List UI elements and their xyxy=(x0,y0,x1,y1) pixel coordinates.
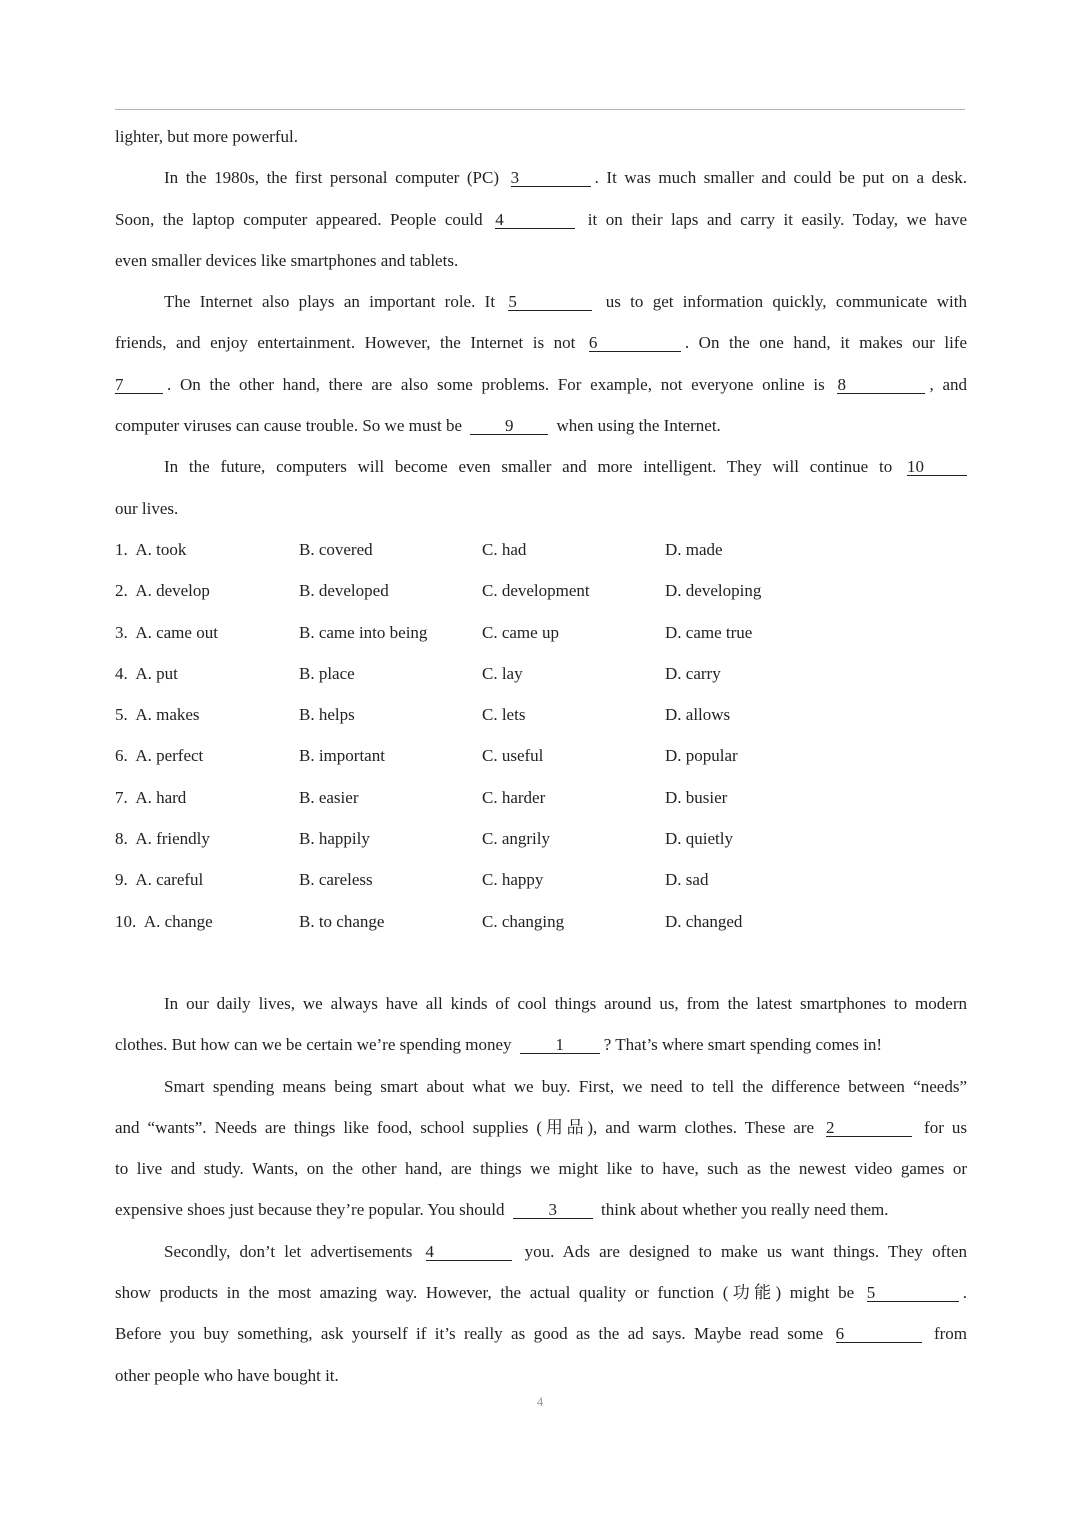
option-c: C. came up xyxy=(482,622,559,642)
answer-blank: 3 xyxy=(511,169,591,187)
passage-line: In the 1980s, the first personal computer (PC) 3 . It was much smaller and could be put on a desk. xyxy=(164,168,968,188)
option-row: 7. A. hard B. easier C. harder D. busier xyxy=(115,777,967,818)
passage-line: Soon, the laptop computer appeared. People could 4 it on their laps and carry it easily. Today, we have xyxy=(115,209,968,229)
passage-line: expensive shoes just because they’re popular. You should 3 think about whether you really need them. xyxy=(115,1200,889,1220)
options-list xyxy=(115,529,967,942)
option-c: C. harder xyxy=(482,787,546,807)
answer-blank: 6 xyxy=(836,1325,922,1343)
answer-blank: 3 xyxy=(513,1201,593,1219)
option-row: 3. A. came out B. came into being C. came up D. came true xyxy=(115,612,967,653)
option-a: A. perfect xyxy=(135,746,204,766)
option-b: B. helps xyxy=(299,705,355,725)
option-a: A. hard xyxy=(135,787,187,807)
page-number: 4 xyxy=(536,1394,544,1409)
passage-line: In our daily lives, we always have all kinds of cool things around us, from the latest smartphones to modern xyxy=(164,993,967,1013)
passage-line: clothes. But how can we be certain we’re spending money 1 ? That’s where smart spending comes in! xyxy=(115,1035,883,1055)
header-rule xyxy=(115,109,965,110)
option-row: 5. A. makes B. helps C. lets D. allows xyxy=(115,694,967,735)
passage-line: Smart spending means being smart about what we buy. First, we need to tell the difference between “needs” xyxy=(164,1076,967,1096)
passage-line: 7 . On the other hand, there are also some problems. For example, not everyone online is 8 , and xyxy=(115,374,968,394)
passage-line: even smaller devices like smartphones and tablets. xyxy=(115,250,459,270)
answer-blank: 4 xyxy=(495,211,575,229)
answer-blank: 4 xyxy=(426,1243,512,1261)
option-d: D. developing xyxy=(665,581,762,601)
option-c: C. changing xyxy=(482,911,565,931)
option-b: B. place xyxy=(299,663,355,683)
passage-line: lighter, but more powerful. xyxy=(115,127,298,146)
option-a: A. develop xyxy=(135,581,210,601)
option-row: 1. A. took B. covered C. had D. made xyxy=(115,529,967,570)
option-c: C. had xyxy=(482,539,527,559)
passage-1 xyxy=(115,116,967,529)
option-b: B. happily xyxy=(299,829,370,849)
answer-blank: 5 xyxy=(867,1284,959,1302)
answer-blank: 5 xyxy=(508,293,592,311)
option-d: D. sad xyxy=(665,870,709,890)
answer-blank: 7 xyxy=(115,376,163,394)
option-c: C. useful xyxy=(482,746,544,766)
option-a: A. came out xyxy=(135,622,218,642)
answer-blank: 2 xyxy=(826,1119,912,1137)
option-d: D. changed xyxy=(665,911,743,931)
option-b: B. easier xyxy=(299,787,359,807)
option-c: C. lets xyxy=(482,705,526,725)
option-a: A. took xyxy=(135,539,187,559)
passage-line: Secondly, don’t let advertisements 4 you. Ads are designed to make us want things. They often xyxy=(164,1241,968,1261)
passage-line: and “wants”. Needs are things like food, school supplies (用品), and warm clothes. These are 2 for us xyxy=(115,1117,967,1137)
option-d: D. quietly xyxy=(665,829,733,849)
option-b: B. came into being xyxy=(299,622,428,642)
passage-line: our lives. xyxy=(115,498,179,518)
answer-blank: 6 xyxy=(589,334,681,352)
option-a: A. change xyxy=(143,911,213,931)
option-d: D. carry xyxy=(665,663,721,683)
option-d: D. busier xyxy=(665,787,728,807)
option-a: A. put xyxy=(135,663,178,683)
option-a: A. makes xyxy=(135,705,200,725)
option-c: C. lay xyxy=(482,663,523,683)
option-d: D. came true xyxy=(665,622,753,642)
option-b: B. careless xyxy=(299,870,373,890)
option-d: D. made xyxy=(665,539,723,559)
option-a: A. friendly xyxy=(135,829,210,849)
passage-line: Before you buy something, ask yourself if it’s really as good as the ad says. Maybe read some 6 from xyxy=(115,1324,968,1344)
option-c: C. development xyxy=(482,581,590,601)
option-row: 2. A. develop B. developed C. development D. developing xyxy=(115,570,967,611)
option-c: C. happy xyxy=(482,870,544,890)
page-content xyxy=(115,116,967,1396)
option-row: 4. A. put B. place C. lay D. carry xyxy=(115,653,967,694)
passage-line: to live and study. Wants, on the other hand, are things we might like to have, such as the newest video games or xyxy=(115,1159,967,1179)
option-d: D. allows xyxy=(665,705,731,725)
answer-blank: 9 xyxy=(470,417,548,435)
passage-line: friends, and enjoy entertainment. However, the Internet is not 6 . On the one hand, it makes our life xyxy=(115,333,968,353)
passage-line: other people who have bought it. xyxy=(115,1365,339,1385)
option-b: B. covered xyxy=(299,539,373,559)
passage-line: In the future, computers will become even smaller and more intelligent. They will continue to 10 xyxy=(115,446,967,487)
option-row: 9. A. careful B. careless C. happy D. sad xyxy=(115,859,967,900)
option-c: C. angrily xyxy=(482,829,550,849)
passage-line: The Internet also plays an important role. It 5 us to get information quickly, communicate with xyxy=(164,292,967,312)
passage-2 xyxy=(115,983,967,1396)
option-b: B. to change xyxy=(299,911,385,931)
section-gap xyxy=(115,942,967,983)
option-row: 8. A. friendly B. happily C. angrily D. quietly xyxy=(115,818,967,859)
option-a: A. careful xyxy=(135,870,204,890)
passage-line: show products in the most amazing way. However, the actual quality or function (功能) might be 5 . xyxy=(115,1283,968,1303)
passage-line: computer viruses can cause trouble. So we must be 9 when using the Internet. xyxy=(115,416,721,436)
answer-blank: 10 xyxy=(907,458,967,476)
answer-blank: 8 xyxy=(837,376,925,394)
option-row: 6. A. perfect B. important C. useful D. popular xyxy=(115,735,967,776)
option-b: B. important xyxy=(299,746,385,766)
answer-blank: 1 xyxy=(520,1036,600,1054)
option-d: D. popular xyxy=(665,746,738,766)
option-b: B. developed xyxy=(299,581,389,601)
option-row: 10. A. change B. to change C. changing D. changed xyxy=(115,901,967,942)
